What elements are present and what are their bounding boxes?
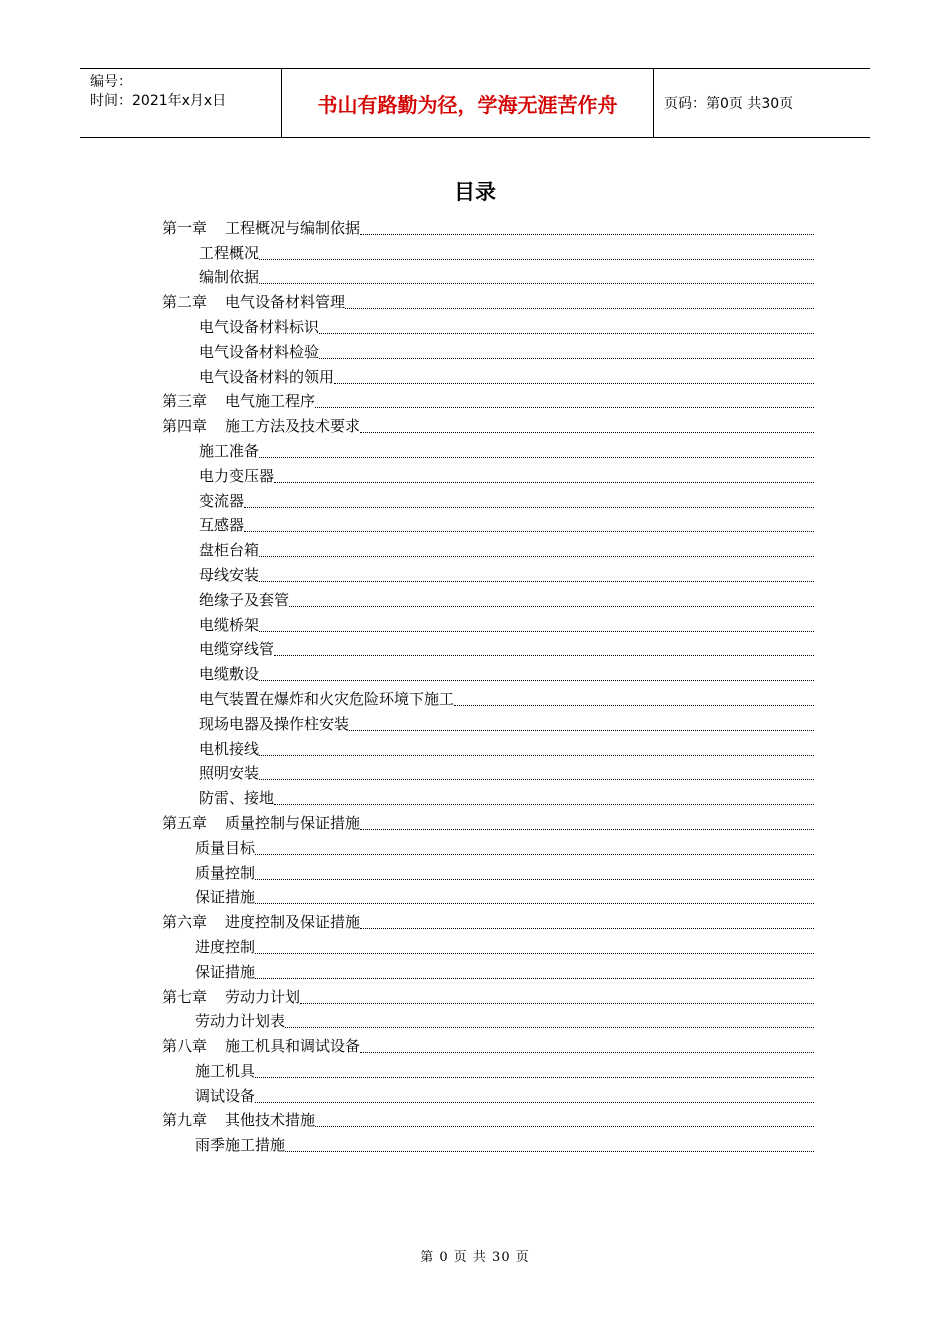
toc-entry-title: 工程概况与编制依据 [225,218,361,237]
toc-chapter-entry[interactable] [162,1033,814,1058]
toc-chapter-number: 第二章 [162,293,208,312]
toc-entry-title: 雨季施工措施 [195,1136,286,1155]
toc-entry-text [199,442,259,460]
toc-entry-title: 保证措施 [195,888,256,907]
toc-dot-leader [255,878,814,880]
toc-entry-title: 电缆桥架 [199,615,260,634]
toc-dot-leader [315,406,814,408]
toc-dot-leader [315,1125,814,1127]
header-page-cell [654,69,870,137]
toc-section-entry[interactable] [162,314,814,339]
toc-section-entry[interactable] [162,339,814,364]
toc-entry-text [195,963,255,981]
toc-dot-leader [289,605,814,607]
toc-entry-title: 保证措施 [195,962,256,981]
toc-entry-title: 其他技术措施 [225,1111,316,1130]
toc-entry-title: 劳动力计划表 [195,1012,286,1031]
toc-chapter-entry[interactable] [162,909,814,934]
toc-section-entry[interactable] [162,513,814,538]
toc-section-entry[interactable] [162,463,814,488]
toc-entry-text [162,988,300,1006]
toc-entry-text [199,566,259,584]
toc-dot-leader [259,580,814,582]
toc-entry-text [199,616,259,634]
toc-entry-text [199,690,454,708]
toc-dot-leader [274,803,814,805]
toc-dot-leader [319,332,814,334]
toc-entry-text [199,516,244,534]
toc-entry-text [195,1062,255,1080]
toc-entry-title: 母线安装 [199,565,260,584]
toc-dot-leader [274,481,814,483]
toc-chapter-number: 第七章 [162,987,208,1006]
toc-entry-text [162,814,360,832]
toc-entry-text [199,715,349,733]
table-of-contents [162,215,814,1157]
toc-entry-title: 互感器 [199,516,245,535]
toc-entry-title: 绝缘子及套管 [199,590,290,609]
toc-entry-title: 电缆穿线管 [199,640,275,659]
toc-dot-leader [360,927,814,929]
toc-entry-title: 现场电器及操作柱安装 [199,714,350,733]
toc-section-entry[interactable] [162,438,814,463]
toc-entry-title: 质量控制 [195,863,256,882]
header-motto-cell [282,69,654,137]
toc-entry-text [162,1037,360,1055]
toc-entry-title: 防雷、接地 [199,789,275,808]
toc-dot-leader [259,630,814,632]
toc-dot-leader [259,555,814,557]
toc-dot-leader [255,853,814,855]
toc-entry-text [195,839,255,857]
toc-section-entry[interactable] [162,587,814,612]
toc-section-entry[interactable] [162,860,814,885]
toc-chapter-entry[interactable] [162,984,814,1009]
toc-entry-title: 编制依据 [199,268,260,287]
toc-entry-title: 施工机具和调试设备 [225,1037,361,1056]
toc-entry-title: 电力变压器 [199,466,275,485]
toc-entry-text [195,938,255,956]
toc-dot-leader [345,307,814,309]
toc-entry-text [199,640,274,658]
toc-dot-leader [360,828,814,830]
toc-entry-title: 施工机具 [195,1061,256,1080]
toc-entry-text [199,467,274,485]
toc-entry-title: 电机接线 [199,739,260,758]
toc-dot-leader [259,258,814,260]
toc-entry-text [195,888,255,906]
toc-section-entry[interactable] [162,835,814,860]
toc-chapter-number: 第五章 [162,813,208,832]
toc-chapter-entry[interactable] [162,1108,814,1133]
toc-entry-title: 进度控制及保证措施 [225,913,361,932]
toc-entry-title: 电气设备材料的领用 [199,367,335,386]
toc-dot-leader [274,654,814,656]
toc-dot-leader [259,679,814,681]
toc-chapter-entry[interactable] [162,289,814,314]
toc-entry-text [199,244,259,262]
toc-chapter-entry[interactable] [162,389,814,414]
toc-dot-leader [244,506,814,508]
toc-chapter-entry[interactable] [162,215,814,240]
header-meta-cell [80,69,282,137]
toc-section-entry[interactable] [162,488,814,513]
toc-dot-leader [255,902,814,904]
page-footer: 第 0 页 共 30 页 [420,1250,530,1265]
toc-chapter-number: 第一章 [162,218,208,237]
toc-section-entry[interactable] [162,711,814,736]
toc-entry-text [162,913,360,931]
toc-entry-title: 变流器 [199,491,245,510]
toc-section-entry[interactable] [162,736,814,761]
toc-entry-text [199,740,259,758]
toc-chapter-number: 第四章 [162,417,208,436]
toc-section-entry[interactable] [162,885,814,910]
toc-entry-title: 调试设备 [195,1086,256,1105]
toc-section-entry[interactable] [162,761,814,786]
toc-entry-text [199,343,319,361]
toc-entry-title: 电气装置在爆炸和火灾危险环境下施工 [199,689,455,708]
toc-entry-text [199,764,259,782]
toc-dot-leader [360,1051,814,1053]
toc-dot-leader [334,382,814,384]
toc-entry-title: 施工准备 [199,441,260,460]
toc-dot-leader [259,456,814,458]
toc-entry-text [162,219,360,237]
toc-entry-text [162,1111,315,1129]
toc-section-entry[interactable] [162,562,814,587]
toc-chapter-number: 第九章 [162,1111,208,1130]
toc-entry-text [199,665,259,683]
toc-section-entry[interactable] [162,265,814,290]
toc-entry-title: 电气设备材料管理 [225,293,346,312]
toc-entry-title: 盘柜台箱 [199,541,260,560]
header-motto: 书山有路勤为径，学海无涯苦作舟 [317,92,618,117]
toc-dot-leader [244,530,814,532]
toc-section-entry[interactable] [162,1009,814,1034]
toc-dot-leader [319,357,814,359]
toc-entry-text [199,368,334,386]
document-date: 时间：2021年x月x日 [90,93,227,109]
toc-section-entry[interactable] [162,537,814,562]
toc-entry-text [162,417,360,435]
toc-entry-title: 工程概况 [199,243,260,262]
toc-entry-text [199,492,244,510]
toc-section-entry[interactable] [162,686,814,711]
toc-chapter-entry[interactable] [162,810,814,835]
toc-entry-text [199,541,259,559]
toc-chapter-entry[interactable] [162,413,814,438]
toc-entry-title: 劳动力计划 [225,987,301,1006]
toc-entry-title: 电缆敷设 [199,665,260,684]
toc-entry-text [195,1136,285,1154]
toc-entry-text [199,789,274,807]
toc-dot-leader [259,282,814,284]
toc-entry-text [195,1087,255,1105]
toc-chapter-number: 第六章 [162,913,208,932]
toc-entry-title: 照明安装 [199,764,260,783]
toc-entry-text [199,318,319,336]
toc-dot-leader [454,704,814,706]
toc-dot-leader [285,1150,814,1152]
toc-entry-text [199,268,259,286]
toc-section-entry[interactable] [162,661,814,686]
toc-entry-title: 质量控制与保证措施 [225,813,361,832]
toc-dot-leader [360,233,814,235]
toc-entry-text [162,293,345,311]
toc-entry-title: 进度控制 [195,937,256,956]
toc-entry-text [199,591,289,609]
toc-section-entry[interactable] [162,364,814,389]
document-number-label: 编号： [90,74,132,90]
toc-section-entry[interactable] [162,934,814,959]
toc-entry-title: 电气施工程序 [225,392,316,411]
toc-chapter-number: 第八章 [162,1037,208,1056]
page-header [80,68,870,138]
toc-dot-leader [300,1002,814,1004]
toc-dot-leader [360,431,814,433]
toc-dot-leader [255,1101,814,1103]
toc-dot-leader [349,729,814,731]
toc-entry-title: 电气设备材料检验 [199,342,320,361]
toc-section-entry[interactable] [162,1132,814,1157]
toc-entry-title: 电气设备材料标识 [199,317,320,336]
toc-dot-leader [255,977,814,979]
toc-section-entry[interactable] [162,637,814,662]
toc-title: 目录 [454,180,496,204]
header-page-info: 页码：第0页 共30页 [664,96,794,112]
toc-section-entry[interactable] [162,1058,814,1083]
toc-dot-leader [285,1026,814,1028]
toc-section-entry[interactable] [162,1083,814,1108]
toc-dot-leader [255,1076,814,1078]
toc-dot-leader [259,778,814,780]
toc-entry-text [195,1012,285,1030]
toc-section-entry[interactable] [162,959,814,984]
toc-chapter-number: 第三章 [162,392,208,411]
toc-entry-text [195,864,255,882]
toc-dot-leader [259,754,814,756]
toc-section-entry[interactable] [162,240,814,265]
toc-entry-title: 质量目标 [195,838,256,857]
toc-dot-leader [255,952,814,954]
toc-entry-title: 施工方法及技术要求 [225,417,361,436]
toc-section-entry[interactable] [162,612,814,637]
toc-section-entry[interactable] [162,785,814,810]
toc-entry-text [162,392,315,410]
